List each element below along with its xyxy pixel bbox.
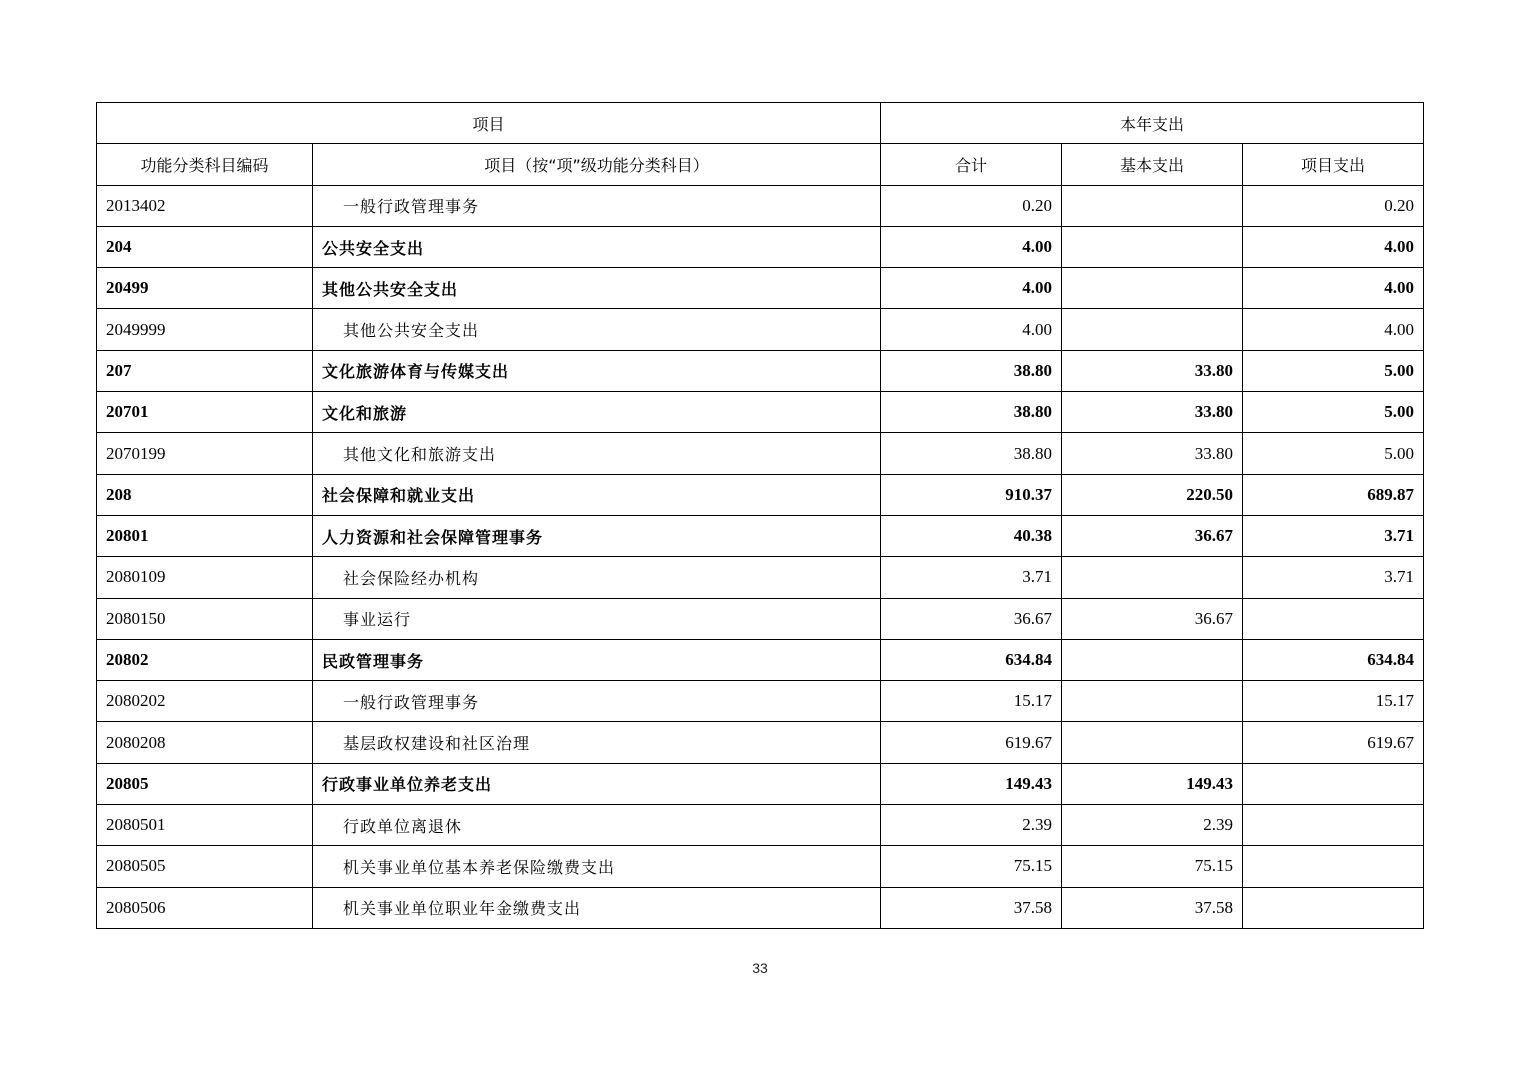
- total-cell: 4.00: [881, 268, 1062, 309]
- table-row: [97, 474, 1424, 515]
- project-cell: 4.00: [1243, 309, 1424, 350]
- project-cell: 5.00: [1243, 350, 1424, 391]
- code-cell: 207: [97, 350, 313, 391]
- project-cell: 0.20: [1243, 185, 1424, 226]
- total-cell: 4.00: [881, 226, 1062, 267]
- basic-cell: [1062, 309, 1243, 350]
- name-cell: 机关事业单位职业年金缴费支出: [313, 887, 881, 928]
- table-row: [97, 681, 1424, 722]
- code-cell: 20499: [97, 268, 313, 309]
- total-cell: 3.71: [881, 557, 1062, 598]
- table-row: [97, 392, 1424, 433]
- name-cell: 民政管理事务: [313, 639, 881, 680]
- name-cell: 行政事业单位养老支出: [313, 763, 881, 804]
- code-cell: 2080208: [97, 722, 313, 763]
- header-basic: 基本支出: [1062, 144, 1243, 185]
- project-cell: 3.71: [1243, 515, 1424, 556]
- total-cell: 910.37: [881, 474, 1062, 515]
- total-cell: 38.80: [881, 350, 1062, 391]
- total-cell: 75.15: [881, 846, 1062, 887]
- project-cell: 4.00: [1243, 226, 1424, 267]
- project-cell: [1243, 763, 1424, 804]
- basic-cell: 75.15: [1062, 846, 1243, 887]
- header-total: 合计: [881, 144, 1062, 185]
- name-cell: 社会保险经办机构: [313, 557, 881, 598]
- name-cell: 机关事业单位基本养老保险缴费支出: [313, 846, 881, 887]
- header-name: 项目（按“项”级功能分类科目）: [313, 144, 881, 185]
- basic-cell: 33.80: [1062, 350, 1243, 391]
- expenditure-table-container: [96, 102, 1423, 929]
- name-cell: 基层政权建设和社区治理: [313, 722, 881, 763]
- basic-cell: 220.50: [1062, 474, 1243, 515]
- project-cell: [1243, 887, 1424, 928]
- basic-cell: 33.80: [1062, 392, 1243, 433]
- name-cell: 一般行政管理事务: [313, 185, 881, 226]
- total-cell: 37.58: [881, 887, 1062, 928]
- name-cell: 公共安全支出: [313, 226, 881, 267]
- name-cell: 事业运行: [313, 598, 881, 639]
- header-expense-group: 本年支出: [881, 103, 1424, 144]
- code-cell: 20701: [97, 392, 313, 433]
- project-cell: 689.87: [1243, 474, 1424, 515]
- table-row: [97, 433, 1424, 474]
- basic-cell: [1062, 722, 1243, 763]
- code-cell: 2080505: [97, 846, 313, 887]
- code-cell: 2080506: [97, 887, 313, 928]
- code-cell: 20805: [97, 763, 313, 804]
- name-cell: 其他公共安全支出: [313, 309, 881, 350]
- project-cell: [1243, 805, 1424, 846]
- code-cell: 2013402: [97, 185, 313, 226]
- table-row: [97, 268, 1424, 309]
- project-cell: 15.17: [1243, 681, 1424, 722]
- table-row: [97, 309, 1424, 350]
- project-cell: 634.84: [1243, 639, 1424, 680]
- header-project: 项目支出: [1243, 144, 1424, 185]
- header-row-columns: [97, 144, 1424, 185]
- basic-cell: [1062, 639, 1243, 680]
- table-row: [97, 185, 1424, 226]
- project-cell: [1243, 598, 1424, 639]
- code-cell: 2080109: [97, 557, 313, 598]
- project-cell: 619.67: [1243, 722, 1424, 763]
- name-cell: 文化和旅游: [313, 392, 881, 433]
- table-row: [97, 557, 1424, 598]
- total-cell: 36.67: [881, 598, 1062, 639]
- basic-cell: [1062, 557, 1243, 598]
- table-row: [97, 226, 1424, 267]
- basic-cell: 149.43: [1062, 763, 1243, 804]
- code-cell: 2080150: [97, 598, 313, 639]
- basic-cell: [1062, 681, 1243, 722]
- total-cell: 619.67: [881, 722, 1062, 763]
- header-item-group: 项目: [97, 103, 881, 144]
- table-row: [97, 598, 1424, 639]
- table-row: [97, 639, 1424, 680]
- page-number: 33: [752, 960, 768, 976]
- basic-cell: 36.67: [1062, 515, 1243, 556]
- header-row-group: [97, 103, 1424, 144]
- basic-cell: 36.67: [1062, 598, 1243, 639]
- total-cell: 149.43: [881, 763, 1062, 804]
- project-cell: [1243, 846, 1424, 887]
- project-cell: 5.00: [1243, 392, 1424, 433]
- basic-cell: [1062, 226, 1243, 267]
- basic-cell: 2.39: [1062, 805, 1243, 846]
- project-cell: 5.00: [1243, 433, 1424, 474]
- total-cell: 4.00: [881, 309, 1062, 350]
- total-cell: 38.80: [881, 433, 1062, 474]
- table-row: [97, 846, 1424, 887]
- name-cell: 行政单位离退休: [313, 805, 881, 846]
- code-cell: 20802: [97, 639, 313, 680]
- code-cell: 2070199: [97, 433, 313, 474]
- name-cell: 社会保障和就业支出: [313, 474, 881, 515]
- name-cell: 其他文化和旅游支出: [313, 433, 881, 474]
- total-cell: 40.38: [881, 515, 1062, 556]
- project-cell: 4.00: [1243, 268, 1424, 309]
- table-row: [97, 350, 1424, 391]
- expenditure-table: [96, 102, 1424, 929]
- project-cell: 3.71: [1243, 557, 1424, 598]
- code-cell: 2049999: [97, 309, 313, 350]
- basic-cell: [1062, 268, 1243, 309]
- basic-cell: 33.80: [1062, 433, 1243, 474]
- code-cell: 208: [97, 474, 313, 515]
- table-row: [97, 763, 1424, 804]
- name-cell: 人力资源和社会保障管理事务: [313, 515, 881, 556]
- total-cell: 38.80: [881, 392, 1062, 433]
- header-code: 功能分类科目编码: [97, 144, 313, 185]
- total-cell: 634.84: [881, 639, 1062, 680]
- code-cell: 2080202: [97, 681, 313, 722]
- table-row: [97, 722, 1424, 763]
- code-cell: 20801: [97, 515, 313, 556]
- table-row: [97, 515, 1424, 556]
- total-cell: 15.17: [881, 681, 1062, 722]
- table-row: [97, 805, 1424, 846]
- total-cell: 0.20: [881, 185, 1062, 226]
- code-cell: 204: [97, 226, 313, 267]
- code-cell: 2080501: [97, 805, 313, 846]
- name-cell: 一般行政管理事务: [313, 681, 881, 722]
- name-cell: 文化旅游体育与传媒支出: [313, 350, 881, 391]
- total-cell: 2.39: [881, 805, 1062, 846]
- name-cell: 其他公共安全支出: [313, 268, 881, 309]
- basic-cell: [1062, 185, 1243, 226]
- basic-cell: 37.58: [1062, 887, 1243, 928]
- table-row: [97, 887, 1424, 928]
